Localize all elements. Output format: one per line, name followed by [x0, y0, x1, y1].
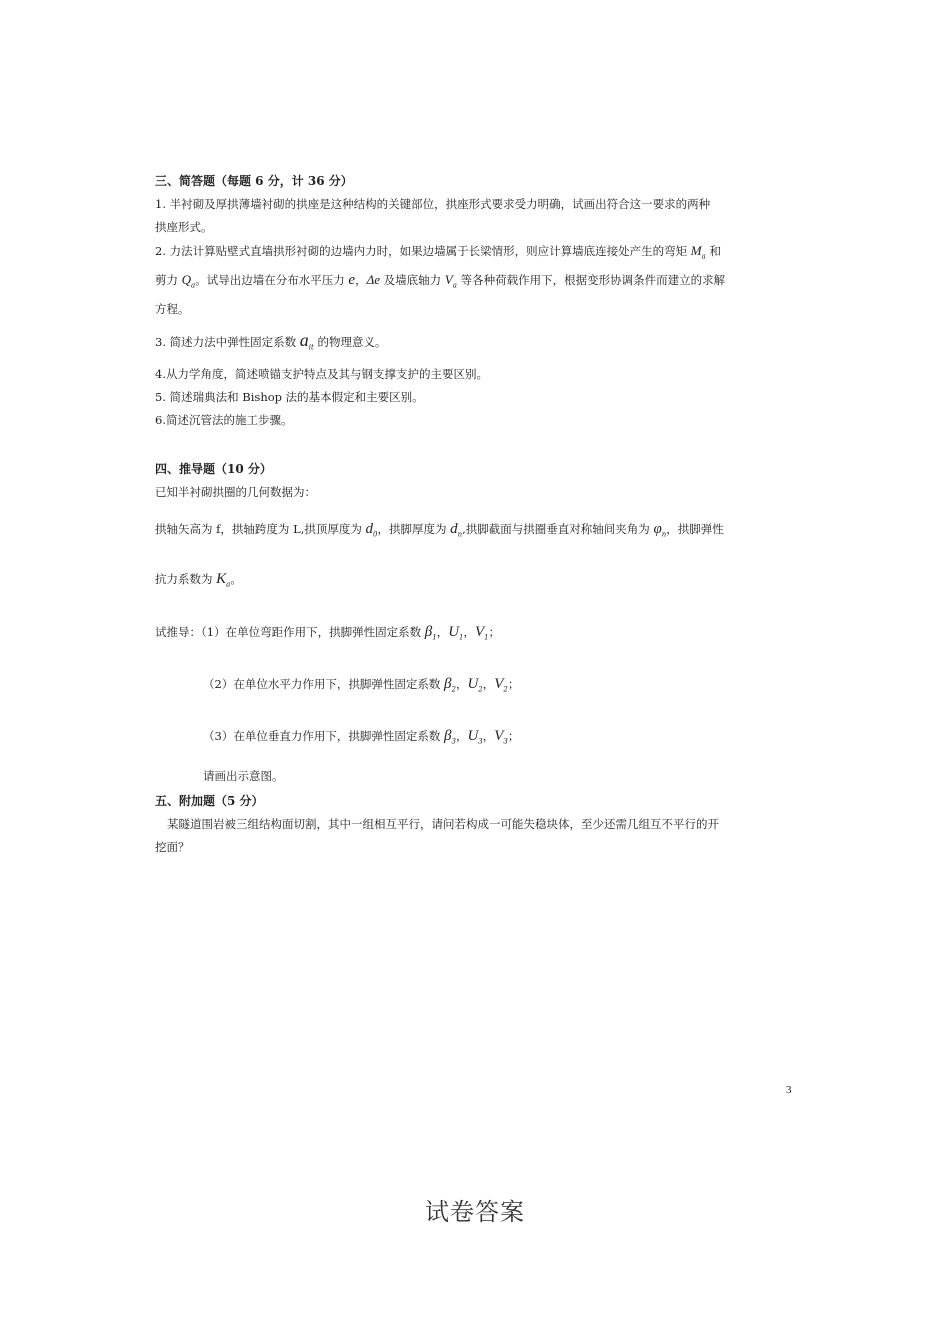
question-6: 6.简述沉管法的施工步骤。: [155, 412, 293, 427]
q2-symbol-M-sub: a: [701, 252, 706, 261]
d2-V-sub: 2: [503, 685, 508, 694]
section3-heading: 三、简答题（每题 6 分，计 36 分）: [155, 174, 353, 188]
q3-text-a: 3. 简述力法中弹性固定系数: [155, 334, 300, 349]
d3-comma-1: ，: [455, 729, 468, 744]
question-1-line1: 1. 半衬砌及厚拱薄墙衬砌的拱座是这种结构的关键部位，拱座形式要求受力明确，试画出符合这一要求的两种: [155, 197, 711, 211]
section-short-answer: [155, 170, 795, 432]
d1-U-sub: 1: [459, 632, 464, 641]
q2-symbol-V-sub: a: [452, 281, 457, 290]
d1-end: ；: [488, 624, 501, 639]
answer-key-title: 试卷答案: [425, 1198, 525, 1226]
bonus-line1: 某隧道围岩被三组结构面切割，其中一组相互平行，请问若构成一可能失稳块体，至少还需几组互不平行的开: [167, 817, 719, 831]
section4-line2: [155, 568, 795, 596]
s4-text-f: 。: [230, 572, 242, 587]
d2-text: （2）在单位水平力作用下，拱脚弹性固定系数: [203, 676, 444, 691]
q2-text-e: ，: [355, 273, 367, 288]
d3-beta: β: [443, 728, 452, 745]
q3-symbol-a: a: [299, 329, 309, 350]
q3-symbol-sub: it: [308, 342, 314, 351]
q2-symbol-V: V: [444, 272, 453, 288]
section4-line1: [155, 518, 795, 546]
d1-text: 试推导：（1）在单位弯距作用下，拱脚弹性固定系数: [155, 624, 425, 639]
d2-comma-1: ，: [455, 676, 468, 691]
bonus-line2: 挖面？: [155, 840, 190, 854]
d1-beta: β: [424, 623, 433, 640]
d1-V-sub: 1: [484, 632, 489, 641]
s4-symbol-phi: φ: [653, 521, 662, 537]
d1-comma-1: ，: [436, 624, 449, 639]
d2-beta-sub: 2: [451, 685, 456, 694]
d2-beta: β: [443, 675, 452, 692]
d2-end: ；: [507, 676, 520, 691]
d3-U-sub: 3: [478, 737, 483, 746]
d2-U-sub: 2: [478, 685, 483, 694]
s4-text-c: ,拱脚截面与拱圈垂直对称轴间夹角为: [462, 522, 654, 536]
question-3: [155, 329, 795, 359]
question-2-line1: [155, 239, 795, 268]
d1-U: U: [448, 623, 460, 640]
section-bonus: [155, 790, 795, 859]
d1-comma-2: ，: [463, 624, 475, 639]
d2-V: V: [494, 675, 504, 692]
derivation-3: [155, 725, 795, 753]
s4-symbol-K-sub: a: [226, 580, 231, 589]
d3-U: U: [467, 728, 479, 745]
s4-text-d: ，拱脚弹性: [666, 522, 724, 536]
s4-symbol-K: K: [216, 571, 227, 588]
q2-text-a: 2. 力法计算贴壁式直墙拱形衬砌的边墙内力时，如果边墙属于长梁情形，则应计算墙底连接处产生的弯矩: [155, 244, 691, 258]
d2-U: U: [467, 675, 479, 692]
q2-symbol-M: M: [690, 243, 702, 258]
d3-V-sub: 3: [503, 737, 508, 746]
q2-symbol-Q: Q: [181, 272, 192, 288]
q2-text-f: 及墙底轴力: [379, 273, 445, 288]
section4-heading: 四、推导题（10 分）: [155, 462, 272, 476]
draw-instruction: 请画出示意图。: [203, 769, 284, 784]
section4-intro: 已知半衬砌拱圈的几何数据为：: [155, 485, 316, 499]
d3-text: （3）在单位垂直力作用下，拱脚弹性固定系数: [203, 729, 444, 744]
s4-symbol-d0: d: [365, 521, 374, 537]
q2-text-d: 。试导出边墙在分布水平压力: [195, 273, 349, 288]
q2-text-b: 和: [705, 244, 721, 258]
d1-V: V: [475, 623, 485, 640]
s4-text-a: 拱轴矢高为 f，拱轴跨度为 L,拱顶厚度为: [155, 522, 366, 536]
d3-V: V: [494, 728, 504, 745]
derivation-2: [155, 673, 795, 701]
s4-symbol-d0-sub: 0: [373, 530, 378, 539]
question-1-line2: 拱座形式。: [155, 220, 213, 234]
s4-text-b: ，拱脚厚度为: [377, 522, 451, 536]
question-5: 5. 简述瑞典法和 Bishop 法的基本假定和主要区别。: [155, 389, 424, 404]
derivation-1: [155, 621, 795, 649]
question-4: 4.从力学角度，简述喷锚支护特点及其与钢支撑支护的主要区别。: [155, 366, 488, 381]
section5-heading: 五、附加题（5 分）: [155, 794, 264, 808]
q2-symbol-delta-e: Δe: [366, 272, 380, 288]
q2-symbol-e: e: [348, 272, 356, 289]
section-derivation: [155, 458, 795, 788]
s4-symbol-phi-sub: n: [661, 530, 667, 539]
d1-beta-sub: 1: [432, 632, 437, 641]
q2-text-g: 等各种荷载作用下，根据变形协调条件而建立的求解: [456, 273, 726, 288]
q2-text-c: 剪力: [155, 273, 182, 288]
question-2-line2: [155, 268, 795, 297]
q2-symbol-Q-sub: a: [191, 281, 196, 290]
q3-text-b: 的物理意义。: [313, 334, 387, 349]
d2-comma-2: ，: [482, 676, 495, 691]
s4-text-e: 抗力系数为: [155, 572, 217, 587]
s4-symbol-dn-sub: n: [457, 530, 463, 539]
d3-beta-sub: 3: [451, 737, 456, 746]
question-2-line3: 方程。: [155, 301, 190, 316]
d3-end: ；: [507, 729, 520, 744]
d3-comma-2: ，: [482, 729, 495, 744]
page-number: 3: [786, 1084, 792, 1096]
s4-symbol-dn: d: [450, 521, 458, 537]
